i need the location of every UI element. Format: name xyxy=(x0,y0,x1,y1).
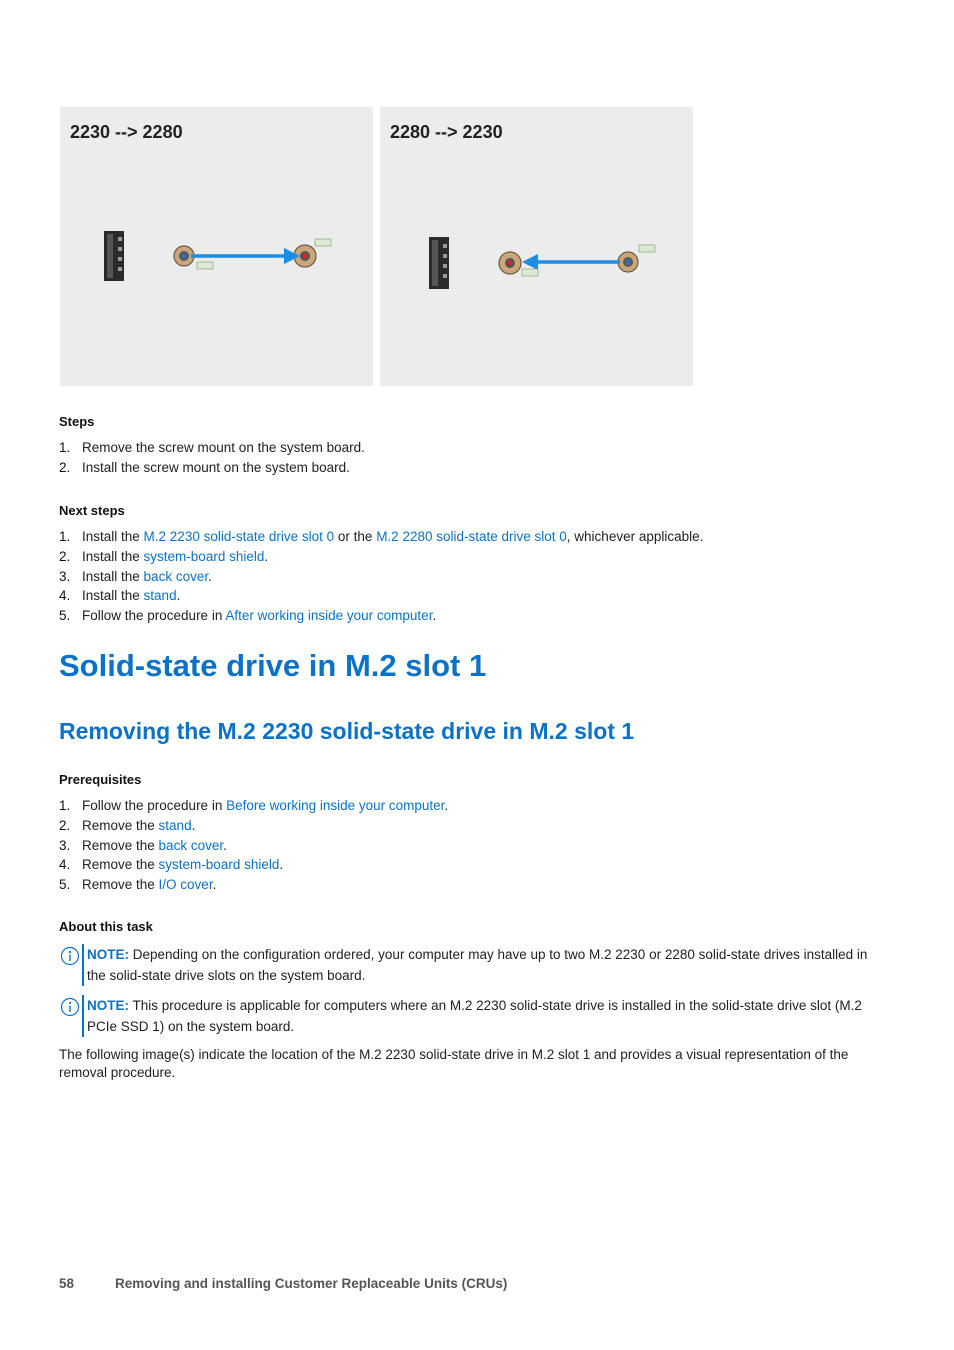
chapter-title: Removing and installing Customer Replaceable Units (CRUs) xyxy=(115,1276,508,1291)
list-item: 1. Install the M.2 2230 solid-state drive slot 0 or the M.2 2280 solid-state drive slot 0, whichever applicable. xyxy=(59,529,704,544)
label-tag-to xyxy=(315,239,331,246)
screw-move-illustration xyxy=(60,107,373,386)
link-system-board-shield[interactable]: system-board shield xyxy=(158,857,280,873)
label-tag-from xyxy=(197,262,213,269)
note-text: NOTE: Depending on the configuration ordered, your computer may have up to two M.2 2230 or 2280 solid-state drives installed in the solid-state drive slots on the system board. xyxy=(87,947,868,983)
next-steps-list xyxy=(59,527,899,626)
note-box xyxy=(59,944,889,986)
link-back-cover[interactable]: back cover xyxy=(143,568,209,584)
label-tag-from xyxy=(639,245,655,252)
panel-title: 2280 --> 2230 xyxy=(390,122,503,142)
prerequisites-heading: Prerequisites xyxy=(59,772,142,787)
page-footer xyxy=(59,1276,507,1291)
screw-move-illustration xyxy=(380,107,693,386)
list-item: 1. Follow the procedure in Before working inside your computer. xyxy=(59,798,449,813)
section-title: Solid-state drive in M.2 slot 1 xyxy=(59,648,487,683)
list-item: 4. Remove the system-board shield. xyxy=(59,857,284,873)
subsection-title: Removing the M.2 2230 solid-state drive in M.2 slot 1 xyxy=(59,718,635,744)
link-m2-2230-slot0[interactable]: M.2 2230 solid-state drive slot 0 xyxy=(143,529,335,544)
list-item: 3. Install the back cover. xyxy=(59,568,212,584)
info-icon xyxy=(60,946,80,966)
list-item: 5. Follow the procedure in After working inside your computer. xyxy=(59,608,437,624)
procedure-figure xyxy=(60,107,694,386)
link-before-working-inside[interactable]: Before working inside your computer xyxy=(226,798,445,813)
steps-heading: Steps xyxy=(59,414,95,429)
panel-title: 2230 --> 2280 xyxy=(70,122,183,142)
link-stand[interactable]: stand xyxy=(143,588,177,604)
next-steps-heading: Next steps xyxy=(59,503,125,518)
list-item: 4. Install the stand. xyxy=(59,588,181,604)
about-heading: About this task xyxy=(59,919,153,934)
list-item: 2. Install the screw mount on the system board. xyxy=(59,459,350,475)
note-text: NOTE: This procedure is applicable for computers where an M.2 2230 solid-state drive is installed in the solid-state drive slot (M.2 PCIe SSD 1) on the system board. xyxy=(87,998,862,1034)
m2-connector-icon xyxy=(429,237,449,289)
about-paragraph: The following image(s) indicate the location of the M.2 2230 solid-state drive in M.2 slot 1 and provides a visual representation of the removal procedure. xyxy=(59,1047,849,1080)
page-number: 58 xyxy=(59,1276,75,1291)
link-after-working-inside[interactable]: After working inside your computer xyxy=(225,608,433,624)
list-item: 2. Install the system-board shield. xyxy=(59,548,269,564)
steps-list xyxy=(59,438,899,478)
prerequisites-list xyxy=(59,796,899,895)
screw-mount-from-icon xyxy=(618,252,638,272)
list-item: 3. Remove the back cover. xyxy=(59,837,227,853)
note-box xyxy=(59,995,889,1037)
label-tag-to xyxy=(522,269,538,276)
link-stand[interactable]: stand xyxy=(158,817,192,833)
link-io-cover[interactable]: I/O cover xyxy=(158,877,213,893)
figure-panel-2230-to-2280 xyxy=(60,107,373,386)
link-m2-2280-slot0[interactable]: M.2 2280 solid-state drive slot 0 xyxy=(376,529,567,544)
figure-panel-2280-to-2230 xyxy=(380,107,693,386)
arrow-head-icon xyxy=(522,254,538,270)
note-bar xyxy=(82,995,84,1037)
link-system-board-shield[interactable]: system-board shield xyxy=(143,548,265,564)
list-item: 1. Remove the screw mount on the system board. xyxy=(59,440,365,455)
note-bar xyxy=(82,944,84,986)
info-icon xyxy=(60,997,80,1017)
list-item: 2. Remove the stand. xyxy=(59,817,196,833)
link-back-cover[interactable]: back cover xyxy=(158,837,224,853)
screw-mount-to-icon xyxy=(499,252,521,274)
list-item: 5. Remove the I/O cover. xyxy=(59,877,217,893)
m2-connector-icon xyxy=(104,231,124,281)
